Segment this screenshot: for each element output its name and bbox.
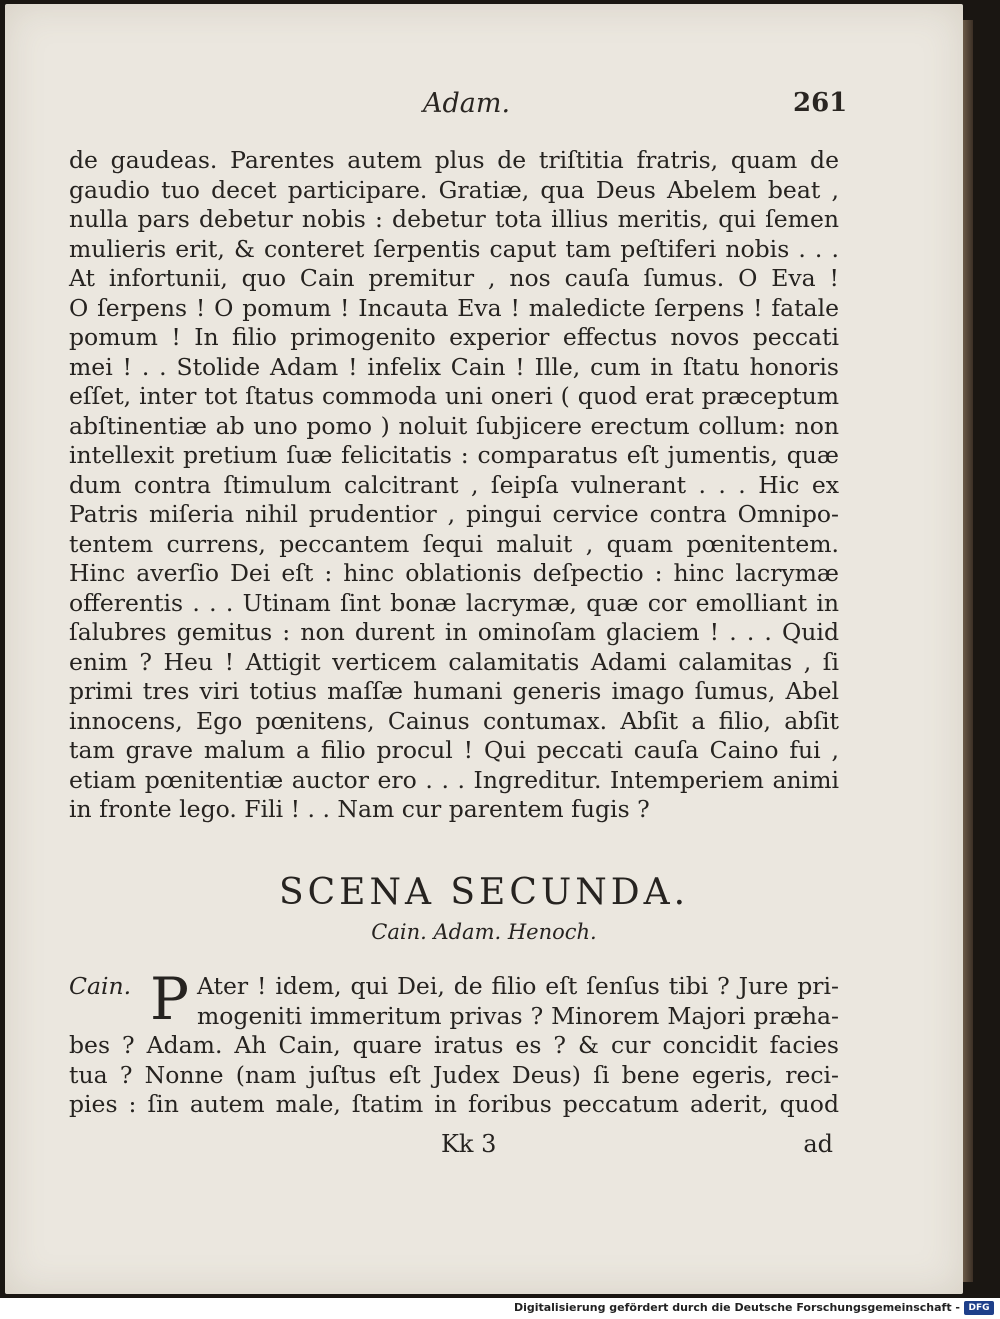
dialog-line: mogeniti immeritum privas ? Minorem Majori præha- [197, 1001, 839, 1030]
text-line: dum contra ſtimulum calcitrant , ſeipſa vulnerant . . . Hic ex [69, 470, 839, 499]
credit-text: Digitalisierung gefördert durch die Deutsche Forschungsgemeinschaft - [513, 1301, 960, 1314]
text-line: mulieris erit, & conteret ſerpentis caput tam peſtiferi nobis . . . [69, 234, 839, 263]
text-line: ſalubres gemitus : non durent in ominoſam glaciem ! . . . Quid [69, 618, 839, 646]
text-line: etiam pœnitentiæ auctor ero . . . Ingreditur. Intemperiem animi [69, 765, 839, 794]
dialog-line: bes ? Adam. Ah Cain, quare iratus es ? & cur concidit facies [69, 1031, 839, 1059]
book-spine-edge [963, 20, 973, 1282]
running-head [5, 88, 963, 128]
page-footer [69, 1130, 839, 1160]
catchword: ad [803, 1130, 833, 1158]
text-line: At infortunii, quo Cain premitur , nos cauſa ſumus. O Eva ! [69, 264, 839, 292]
body-text [69, 146, 839, 825]
text-line: tam grave malum a filio procul ! Qui peccati cauſa Caino fui , [69, 736, 839, 764]
text-line: intellexit pretium ſuæ felicitatis : comparatus eſt jumentis, quæ [69, 441, 839, 469]
text-line: de gaudeas. Parentes autem plus de triſtitia fratris, quam de [69, 146, 839, 174]
text-line: mei ! . . Stolide Adam ! infelix Cain ! Ille, cum in ſtatu honoris [69, 352, 839, 381]
text-line: Patris miſeria nihil prudentior , pingui cervice contra Omnipo- [69, 500, 839, 528]
page-number: 261 [793, 88, 848, 118]
dialog-block [69, 965, 839, 1120]
text-line: abſtinentiæ ab uno pomo ) noluit ſubjicere erectum collum: non [69, 411, 839, 440]
text-line: primi tres viri totius maſſæ humani generis imago ſumus, Abel [69, 677, 839, 705]
dfg-logo-icon: DFG [964, 1301, 994, 1315]
book-page [5, 4, 963, 1294]
text-line: enim ? Heu ! Attigit verticem calamitatis Adami calamitas , ſi [69, 647, 839, 676]
speaker-label: Cain. [69, 972, 132, 1000]
text-line: innocens, Ego pœnitens, Cainus contumax. Abſit a filio, abſit [69, 706, 839, 735]
credit-bar [0, 1298, 1000, 1319]
dialog-line: tua ? Nonne (nam juſtus eſt Judex Deus) ſi bene egeris, reci- [69, 1060, 839, 1089]
text-line: nulla pars debetur nobis : debetur tota illius meritis, qui ſemen [69, 205, 839, 233]
scene-persons: Cain. Adam. Henoch. [371, 920, 597, 944]
text-line: in fronte lego. Fili ! . . Nam cur parentem fugis ? [69, 795, 650, 823]
dialog-line: Ater ! idem, qui Dei, de filio eſt ſenſus tibi ? Jure pri- [197, 972, 839, 1000]
running-head-title: Adam. [423, 88, 511, 119]
text-line: offerentis . . . Utinam ſint bonæ lacrymæ, quæ cor emolliant in [69, 588, 839, 617]
drop-capital: P [150, 965, 190, 1033]
text-line: O ſerpens ! O pomum ! Incauta Eva ! maledicte ſerpens ! fatale [69, 293, 839, 322]
text-line: gaudio tuo decet participare. Gratiæ, qua Deus Abelem beat , [69, 175, 839, 204]
text-line: tentem currens, peccantem ſequi maluit , quam pœnitentem. [69, 529, 839, 558]
text-line: pomum ! In filio primogenito experior effectus novos peccati [69, 323, 839, 351]
signature-mark: Kk 3 [441, 1130, 497, 1158]
scene-title: SCENA SECUNDA. [278, 872, 690, 913]
text-line: eſſet, inter tot ſtatus commoda uni oneri ( quod erat præceptum [69, 382, 839, 410]
dialog-line: pies : ſin autem male, ſtatim in foribus peccatum aderit, quod [69, 1090, 839, 1118]
text-line: Hinc averſio Dei eſt : hinc oblationis deſpectio : hinc lacrymæ [69, 559, 839, 587]
